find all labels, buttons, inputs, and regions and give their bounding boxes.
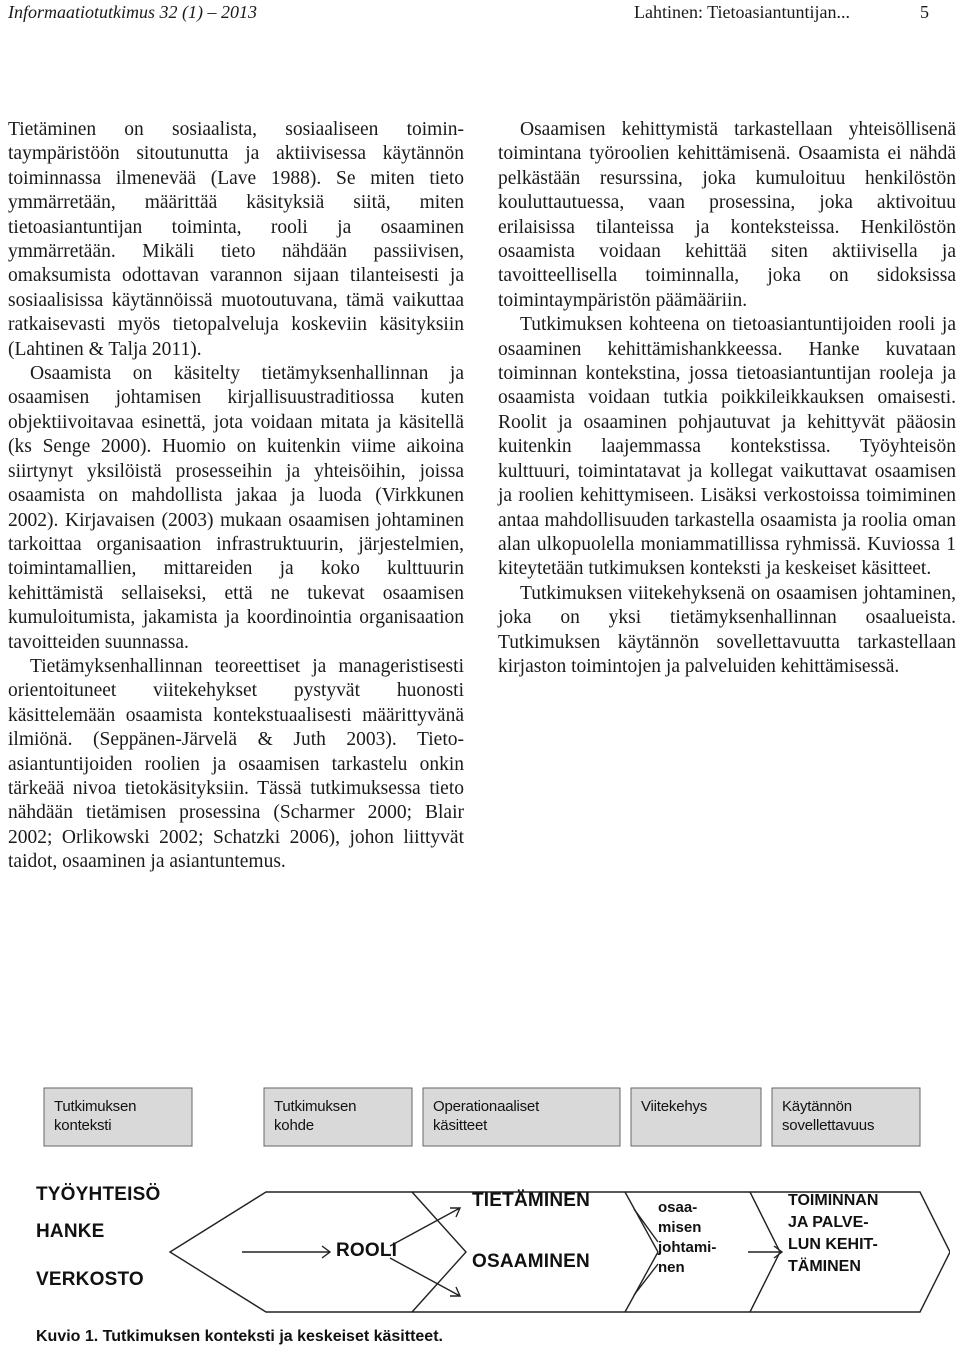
arrow-to-framework-top — [634, 1209, 658, 1242]
paragraph: Osaamista on käsitelty tietämyksenhallinnan ja osaamisen johtamisen kirjallisuustraditiossa kuten objektiivoitavaa esinettä, jota voidaan mitata ja käsitellä (ks Senge 2000). Huomio on kuitenkin viime aikoina siirtynyt yksilöistä prosesseihin ja yhteisöihin, joissa osaamista on mahdollista jakaa ja luoda (Virkkunen 2002). Kirjavaisen (2003) mukaan osaamisen johtaminen tarkoittaa organisaation infrastruktuurin, järjestelmien, toimintamallien, mittareiden ja koko kulttuurin kehittämistä sellaiseksi, että ne tukevat osaamisen kumuloitumista, jakamista ja koordinointia organisaation tavoitteiden suunnassa. — [8, 363, 464, 653]
figure-1 — [30, 1080, 950, 1358]
paragraph: Tutkimuksen kohteena on tietoasiantuntijoiden rooli ja osaaminen kehittämishankkeessa. Hanke kuvataan toiminnan kontekstina, jossa tietoasiantuntijan rooleja ja osaamista voidaan tutkia poikkileikkauksen omaisesti. Roolit ja osaaminen pohjautuvat ja kehittyvät pääosin kuitenkin laajemmassa kontekstissa. Työyhteisön kulttuuri, toimintatavat ja kollegat vaikuttavat osaamisen ja roolien kehittymiseen. Lisäksi verkostoissa toimiminen antaa mahdollisuuden tarkastella osaamista ja roolia oman alan ulkopuolella moniammatillissa ryhmissä. Kuviossa 1 kiteytetään tutkimuksen konteksti ja keskeiset käsitteet. — [498, 314, 956, 580]
left-column — [8, 118, 464, 875]
running-title: Lahtinen: Tietoasiantuntijan... — [634, 2, 850, 22]
header-box-object-label: Tutkimuksen kohde — [274, 1098, 357, 1134]
context-item-workplace: TYÖYHTEISÖ — [36, 1184, 161, 1205]
application-label: TOIMINNAN JA PALVE- LUN KEHIT- TÄMINEN — [788, 1192, 879, 1275]
paragraph: Tietäminen on sosiaalista, sosiaaliseen toimintaympäristöön sitoutunutta ja aktiivisessa käytännön toiminnassa ilmenevää (Lave 1988). Se miten tieto ymmärretään, määrittää käsityksiä siitä, miten tietoasiantuntijan toiminta, rooli ja osaaminen ymmärretään. Mikäli tieto nähdään passiivisen, omaksumista odottavan varannon sijaan tilanteisesti ja sosiaalisissa käytännöissä muotoutuvana, tämä vaikuttaa ratkaisevasti myös tietopalveluja koskeviin käsityksiin (Lahtinen & Talja 2011). — [8, 119, 464, 360]
arrow-to-competence — [390, 1258, 460, 1296]
arrow-to-knowing — [390, 1208, 460, 1246]
figure-caption: Kuvio 1. Tutkimuksen konteksti ja keskeiset käsitteet. — [36, 1328, 443, 1345]
page-number: 5 — [920, 2, 929, 22]
concept-competence: OSAAMINEN — [472, 1251, 590, 1272]
arrow-to-framework-bottom — [634, 1264, 658, 1295]
header-box-application-label: Käytännön sovellettavuus — [782, 1098, 875, 1134]
context-item-project: HANKE — [36, 1221, 105, 1242]
arrow-to-role — [242, 1246, 330, 1258]
research-object-role: ROOLI — [336, 1240, 398, 1261]
framework-label: osaa- misen johtami- nen — [658, 1199, 717, 1276]
header-box-context-label: Tutkimuksen konteksti — [54, 1098, 137, 1134]
arrow-to-application — [748, 1246, 782, 1258]
paragraph: Tutkimuksen viitekehyksenä on osaamisen johtaminen, joka on yksi tietämyksenhallinnan osaalueista. Tutkimuksen käytännön sovellettavuutta tarkastellaan kirjaston toimintojen ja palveluiden kehittämisessä. — [498, 582, 956, 677]
paragraph: Osaamisen kehittymistä tarkastellaan yhteisöllisenä toimintana työroolien kehittämisenä. Osaamista ei nähdä pelkästään resurssina, joka kumuloituu henkilöstön kouluttautuessa, vaan prosessina, joka aktivoituu erilaisissa tilanteissa ja konteksteissa. Henkilöstön osaamista voidaan kehittää siten aktiivisella ja tavoitteellisella toiminnalla, joka on sidoksissa toimintaympäristön päämääriin. — [498, 119, 956, 311]
header-box-concepts-label: Operationaaliset käsitteet — [433, 1098, 540, 1134]
header-box-framework-label: Viitekehys — [641, 1098, 708, 1115]
context-item-network: VERKOSTO — [36, 1269, 144, 1290]
right-column — [498, 118, 956, 679]
concept-knowing: TIETÄMINEN — [472, 1190, 591, 1211]
paragraph: Tietämyksenhallinnan teoreettiset ja manageristisesti orientoituneet viitekehykset pystyvät huonosti käsittelemään osaamista kontekstuaalisesti määrittyvänä ilmiönä. (Seppänen-Järvelä & Juth 2003). Tietoasiantuntijoiden roolien ja osaamisen tarkastelu onkin tärkeää nivoa tietokäsityksiin. Tässä tutkimuksessa tieto nähdään tietämisen prosessina (Scharmer 2000; Blair 2002; Orlikowski 2002; Schatzki 2006), johon liittyvät taidot, osaaminen ja asiantuntemus. — [8, 655, 464, 873]
journal-citation: Informaatiotutkimus 32 (1) – 2013 — [8, 2, 257, 22]
